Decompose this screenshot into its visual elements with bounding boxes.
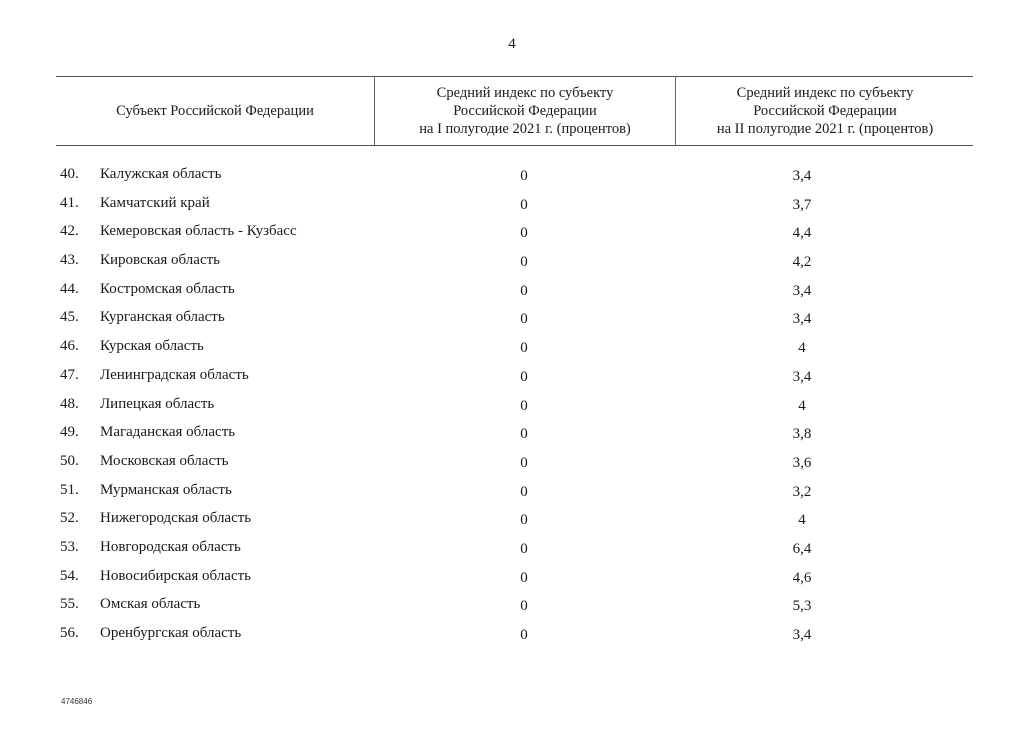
index-h1: 0: [520, 368, 528, 385]
index-h2: 3,6: [792, 454, 812, 471]
table-body: [56, 166, 973, 654]
header-subject-text: Субъект Российской Федерации: [116, 103, 314, 119]
row-number: 52.: [60, 510, 79, 527]
index-h1: 0: [520, 225, 528, 242]
subject-name: Липецкая область: [100, 395, 215, 412]
index-h1: 0: [520, 426, 528, 443]
subject-name: Курская область: [100, 338, 204, 355]
index-h1: 0: [520, 569, 528, 586]
table-row: [56, 338, 973, 367]
table-row: [56, 625, 973, 654]
row-number: 49.: [60, 424, 79, 441]
index-h1: 0: [520, 454, 528, 471]
subject-name: Омская область: [100, 596, 201, 613]
index-h1: 0: [520, 168, 528, 184]
index-h2: 3,4: [792, 282, 812, 299]
index-h1: 0: [520, 483, 528, 500]
index-h1: 0: [520, 540, 528, 557]
table-row: [56, 195, 973, 224]
header-h2-text: Средний индекс по субъекту Российской Федерации на II полугодие 2021 г. (процентов): [716, 85, 934, 137]
subject-name: Новгородская область: [100, 538, 241, 555]
table-row: [56, 367, 973, 396]
index-h1: 0: [520, 340, 528, 357]
subject-name: Кировская область: [100, 252, 221, 269]
index-h1: 0: [520, 512, 528, 529]
table-row: [56, 596, 973, 625]
page-number: 4: [508, 36, 516, 52]
subject-name: Калужская область: [100, 166, 222, 182]
row-number: 48.: [60, 395, 79, 412]
row-number: 54.: [60, 567, 79, 584]
table-row: [56, 309, 973, 338]
table-row: [56, 453, 973, 482]
index-h2: 3,4: [792, 311, 812, 328]
table-row: [56, 252, 973, 281]
index-h2: 5,3: [792, 598, 812, 615]
subject-name: Кемеровская область - Кузбасс: [100, 223, 297, 240]
table-row: [56, 281, 973, 310]
index-h1: 0: [520, 397, 528, 414]
index-h1: 0: [520, 627, 528, 643]
table-row: [56, 166, 973, 195]
subject-name: Магаданская область: [100, 424, 236, 441]
row-number: 45.: [60, 309, 79, 326]
table-header: [56, 76, 973, 146]
table-row: [56, 424, 973, 453]
subject-name: Новосибирская область: [100, 567, 252, 584]
row-number: 41.: [60, 194, 79, 211]
index-h2: 4,2: [792, 254, 812, 271]
table-row: [56, 482, 973, 511]
index-h1: 0: [520, 196, 528, 213]
index-h2: 4,6: [792, 569, 812, 586]
table-row: [56, 539, 973, 568]
index-h2: 3,2: [792, 483, 812, 500]
table-row: [56, 568, 973, 597]
row-number: 53.: [60, 538, 79, 555]
table-header-rule: [56, 145, 973, 146]
table-row: [56, 223, 973, 252]
subject-name: Ленинградская область: [100, 366, 249, 383]
index-h2: 6,4: [792, 540, 812, 557]
subject-name: Камчатский край: [100, 194, 210, 211]
index-h2: 3,4: [792, 368, 812, 385]
subject-name: Оренбургская область: [100, 625, 242, 641]
index-h2: 3,8: [792, 426, 812, 443]
index-h1: 0: [520, 598, 528, 615]
row-number: 56.: [60, 625, 79, 641]
row-number: 44.: [60, 280, 79, 297]
index-h2: 4: [798, 397, 806, 414]
table-row: [56, 510, 973, 539]
index-h1: 0: [520, 282, 528, 299]
subject-name: Нижегородская область: [100, 510, 252, 527]
table-row: [56, 396, 973, 425]
row-number: 40.: [60, 166, 79, 182]
index-h2: 3,4: [792, 168, 812, 184]
index-h1: 0: [520, 311, 528, 328]
header-h2-index: [675, 76, 974, 146]
row-number: 46.: [60, 338, 79, 355]
row-number: 47.: [60, 366, 79, 383]
row-number: 55.: [60, 596, 79, 613]
index-h1: 0: [520, 254, 528, 271]
index-h2: 3,7: [792, 196, 812, 213]
index-h2: 4,4: [792, 225, 812, 242]
row-number: 51.: [60, 481, 79, 498]
header-subject: [56, 76, 374, 146]
header-h1-index: [374, 76, 675, 146]
document-id: 4746846: [61, 697, 93, 706]
index-h2: 4: [798, 512, 806, 529]
header-h1-text: Средний индекс по субъекту Российской Федерации на I полугодие 2021 г. (процентов): [419, 85, 631, 137]
subject-name: Московская область: [100, 452, 229, 469]
index-h2: 4: [798, 340, 806, 357]
subject-name: Курганская область: [100, 309, 225, 326]
subject-name: Костромская область: [100, 280, 235, 297]
row-number: 42.: [60, 223, 79, 240]
index-h2: 3,4: [792, 627, 812, 643]
row-number: 50.: [60, 452, 79, 469]
subject-name: Мурманская область: [100, 481, 232, 498]
row-number: 43.: [60, 252, 79, 269]
